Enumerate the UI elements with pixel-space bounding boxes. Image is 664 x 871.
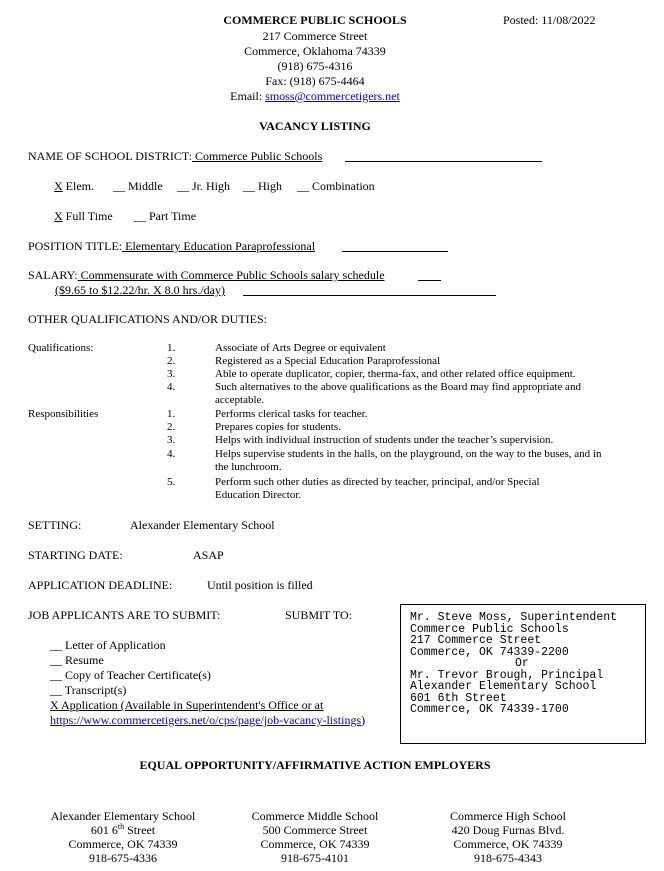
school-street: 420 Doug Furnas Blvd. bbox=[451, 823, 565, 837]
school-card-middle bbox=[220, 809, 410, 865]
salary-value: Commensurate with Commerce Public Schools salary schedule bbox=[77, 268, 385, 282]
submit-to-label: SUBMIT TO: bbox=[285, 608, 353, 622]
box-line-6: Mr. Trevor Brough, Principal bbox=[410, 669, 604, 682]
box-line-9: Commerce, OK 74339-1700 bbox=[410, 703, 569, 716]
submit-item-application: X Application (Available in Superintendent's Office or at bbox=[50, 698, 324, 712]
other-heading: OTHER QUALIFICATIONS AND/OR DUTIES: bbox=[28, 312, 267, 326]
school-card-elementary bbox=[28, 809, 218, 865]
school-city: Commerce, OK 74339 bbox=[68, 837, 178, 851]
header-fax: Fax: (918) 675-4464 bbox=[265, 74, 365, 88]
submit-item-resume: __ Resume bbox=[50, 653, 104, 667]
qual-num-2: 2. bbox=[167, 355, 176, 367]
school-name: Commerce Middle School bbox=[251, 809, 379, 823]
qual-text-3: Able to operate duplicator, copier, therma-fax, and other related office equipment. bbox=[215, 368, 576, 380]
application-url-link[interactable]: https://www.commercetigers.net/o/cps/page/job-vacancy-listings bbox=[50, 713, 362, 727]
level-elem: X Elem. bbox=[54, 179, 94, 193]
submit-item-letter: __ Letter of Application bbox=[50, 638, 166, 652]
submit-item-transcript: __ Transcript(s) bbox=[50, 683, 127, 697]
level-jr-high: __ Jr. High bbox=[177, 179, 231, 193]
posted-date: Posted: 11/08/2022 bbox=[503, 13, 596, 27]
qual-num-1: 1. bbox=[167, 342, 176, 354]
district-row bbox=[28, 149, 322, 163]
school-name: Commerce High School bbox=[450, 809, 566, 823]
salary-label: SALARY: bbox=[28, 268, 78, 282]
email-link[interactable]: smoss@commercetigers.net bbox=[265, 89, 400, 103]
level-combination: __ Combination bbox=[297, 179, 375, 193]
salary-range-underline bbox=[243, 295, 496, 296]
school-city: Commerce, OK 74339 bbox=[260, 837, 370, 851]
resp-num-4: 4. bbox=[167, 448, 176, 460]
box-line-or: Or bbox=[515, 657, 529, 670]
submit-label: JOB APPLICANTS ARE TO SUBMIT: bbox=[28, 608, 221, 622]
box-line-3: 217 Commerce Street bbox=[410, 634, 542, 647]
school-phone: 918-675-4336 bbox=[89, 851, 157, 865]
resp-num-5: 5. bbox=[167, 476, 176, 488]
time-full: X Full Time bbox=[54, 209, 113, 223]
position-underline bbox=[342, 251, 448, 252]
page-title: VACANCY LISTING bbox=[259, 119, 371, 133]
qual-num-3: 3. bbox=[167, 368, 176, 380]
school-street: 500 Commerce Street bbox=[262, 823, 368, 837]
school-street: 601 6th Street bbox=[90, 822, 156, 837]
starting-value: ASAP bbox=[193, 548, 224, 562]
time-part: __ Part Time bbox=[134, 209, 197, 223]
resp-text-1: Performs clerical tasks for teacher. bbox=[215, 408, 368, 420]
school-card-high bbox=[413, 809, 603, 865]
box-line-2: Commerce Public Schools bbox=[410, 623, 569, 636]
submit-to-box bbox=[400, 604, 646, 744]
district-value: Commerce Public Schools bbox=[191, 149, 323, 163]
school-phone: 918-675-4343 bbox=[474, 851, 542, 865]
level-high: __ High bbox=[243, 179, 282, 193]
eeo-heading: EQUAL OPPORTUNITY/AFFIRMATIVE ACTION EMPLOYERS bbox=[139, 758, 491, 772]
starting-label: STARTING DATE: bbox=[28, 548, 123, 562]
resp-text-2: Prepares copies for students. bbox=[215, 421, 341, 433]
salary-range: ($9.65 to $12.22/hr. X 8.0 hrs./day) bbox=[55, 283, 225, 297]
level-middle: __ Middle bbox=[113, 179, 163, 193]
position-row bbox=[28, 239, 315, 253]
responsibilities-label: Responsibilities bbox=[28, 408, 99, 420]
school-name: Alexander Elementary School bbox=[50, 809, 196, 823]
email-label: Email: bbox=[230, 89, 266, 103]
qual-text-2: Registered as a Special Education Paraprofessional bbox=[215, 355, 441, 367]
qual-text-4: Such alternatives to the above qualifications as the Board may find appropriate and acceptable. bbox=[215, 381, 581, 406]
salary-underline bbox=[418, 280, 441, 281]
box-line-7: Alexander Elementary School bbox=[410, 680, 597, 693]
resp-num-1: 1. bbox=[167, 408, 176, 420]
school-phone: 918-675-4101 bbox=[281, 851, 349, 865]
resp-num-3: 3. bbox=[167, 434, 176, 446]
position-value: Elementary Education Paraprofessional bbox=[122, 239, 316, 253]
salary-row bbox=[28, 268, 385, 282]
school-city: Commerce, OK 74339 bbox=[453, 837, 563, 851]
submit-item-certificate: __ Copy of Teacher Certificate(s) bbox=[50, 668, 211, 682]
district-underline bbox=[345, 161, 542, 162]
deadline-value: Until position is filled bbox=[207, 578, 313, 592]
deadline-label: APPLICATION DEADLINE: bbox=[28, 578, 173, 592]
qualifications-label: Qualifications: bbox=[28, 342, 94, 354]
header-phone: (918) 675-4316 bbox=[277, 59, 353, 73]
setting-value: Alexander Elementary School bbox=[130, 518, 275, 532]
org-name: COMMERCE PUBLIC SCHOOLS bbox=[223, 13, 407, 27]
box-line-8: 601 6th Street bbox=[410, 692, 507, 705]
resp-text-5: Perform such other duties as directed by teacher, principal, and/or Special Education Director. bbox=[215, 476, 540, 501]
box-line-4: Commerce, OK 74339-2200 bbox=[410, 646, 569, 659]
resp-text-4: Helps supervise students in the halls, on the playground, on the way to the buses, and in the lunchroom. bbox=[215, 448, 602, 473]
resp-num-2: 2. bbox=[167, 421, 176, 433]
box-line-1: Mr. Steve Moss, Superintendent bbox=[410, 611, 618, 624]
setting-label: SETTING: bbox=[28, 518, 82, 532]
header-email-line bbox=[0, 89, 630, 103]
district-label: NAME OF SCHOOL DISTRICT: bbox=[28, 149, 192, 163]
resp-text-3: Helps with individual instruction of students under the teacher’s supervision. bbox=[215, 434, 554, 446]
qual-text-1: Associate of Arts Degree or equivalent bbox=[215, 342, 386, 354]
header-street: 217 Commerce Street bbox=[262, 29, 368, 43]
header-city: Commerce, Oklahoma 74339 bbox=[244, 44, 386, 58]
position-label: POSITION TITLE: bbox=[28, 239, 123, 253]
qual-num-4: 4. bbox=[167, 381, 176, 393]
application-url-line: https://www.commercetigers.net/o/cps/page/job-vacancy-listings) bbox=[50, 713, 366, 727]
